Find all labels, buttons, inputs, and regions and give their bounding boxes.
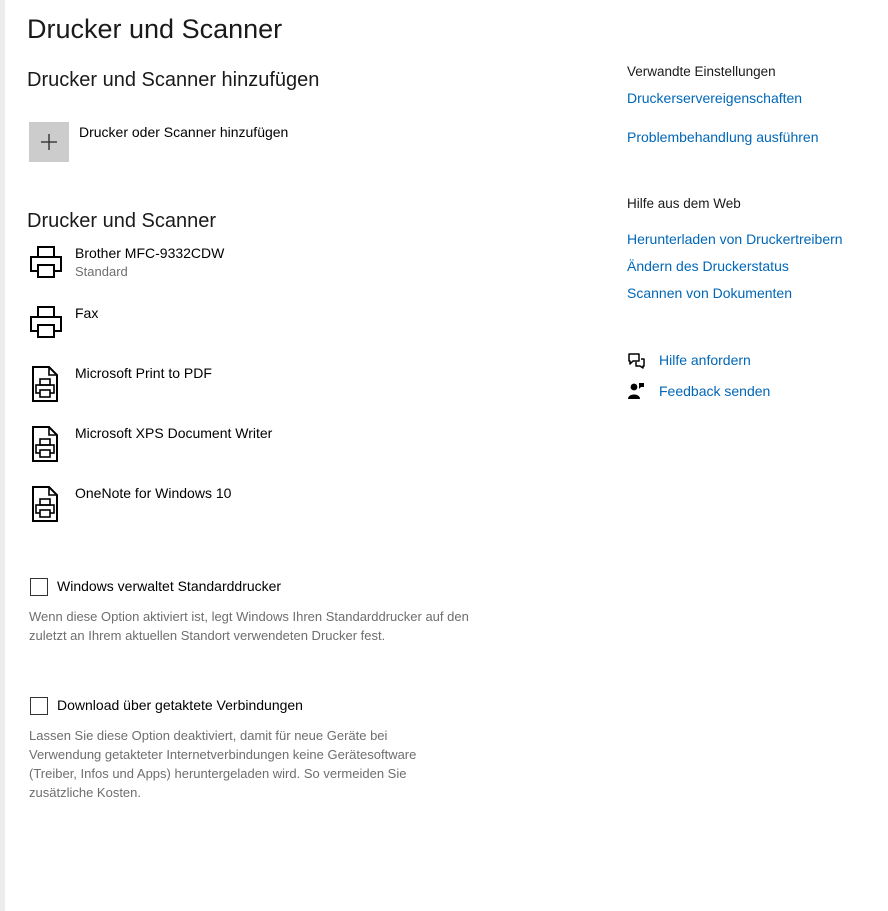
default-printer-description: Wenn diese Option aktiviert ist, legt Windows Ihren Standarddrucker auf den zuletzt an Ihrem aktuellen Standort verwendeten Drucker fest. <box>29 609 469 643</box>
web-help-heading: Hilfe aus dem Web <box>627 196 741 211</box>
left-edge-strip <box>0 0 5 911</box>
add-printer-button[interactable] <box>29 122 69 162</box>
printer-name: Fax <box>75 305 99 321</box>
troubleshoot-link[interactable]: Problembehandlung ausführen <box>627 129 819 145</box>
printer-item-xps-writer[interactable] <box>29 425 509 475</box>
print-server-properties-link[interactable]: Druckerservereigenschaften <box>627 90 803 106</box>
chat-help-icon <box>627 351 645 369</box>
related-settings-heading: Verwandte Einstellungen <box>627 64 776 79</box>
printer-icon <box>29 305 65 345</box>
document-printer-icon <box>29 485 65 525</box>
default-printer-checkbox[interactable] <box>30 578 48 596</box>
printer-item-brother[interactable] <box>29 245 509 295</box>
download-drivers-link[interactable]: Herunterladen von Druckertreibern <box>627 231 843 247</box>
document-printer-icon <box>29 425 65 465</box>
printer-name: OneNote for Windows 10 <box>75 485 232 501</box>
metered-download-checkbox[interactable] <box>30 697 48 715</box>
page-title: Drucker und Scanner <box>27 14 283 44</box>
printer-item-fax[interactable] <box>29 305 509 355</box>
printers-section-heading: Drucker und Scanner <box>27 210 216 232</box>
get-help-link[interactable]: Hilfe anfordern <box>659 352 751 368</box>
add-printer-label[interactable]: Drucker oder Scanner hinzufügen <box>79 124 289 140</box>
printer-item-print-to-pdf[interactable] <box>29 365 509 415</box>
printer-name: Brother MFC-9332CDW <box>75 245 225 261</box>
send-feedback-link[interactable]: Feedback senden <box>659 383 771 399</box>
feedback-person-icon <box>627 382 645 400</box>
plus-icon <box>40 133 58 151</box>
document-printer-icon <box>29 365 65 405</box>
printer-item-onenote[interactable] <box>29 485 509 535</box>
metered-download-label[interactable]: Download über getaktete Verbindungen <box>57 697 303 713</box>
default-printer-label[interactable]: Windows verwaltet Standarddrucker <box>57 578 282 594</box>
metered-download-description: Lassen Sie diese Option deaktiviert, damit für neue Geräte bei Verwendung getakteter Internetverbindungen keine Gerätesoftware (Treiber, Infos und Apps) heruntergeladen wird. So vermeiden Sie zusätzliche Kosten. <box>29 728 417 800</box>
change-printer-status-link[interactable]: Ändern des Druckerstatus <box>627 258 789 274</box>
printer-name: Microsoft Print to PDF <box>75 365 212 381</box>
printer-name: Microsoft XPS Document Writer <box>75 425 273 441</box>
printer-status: Standard <box>75 264 128 279</box>
scan-documents-link[interactable]: Scannen von Dokumenten <box>627 285 792 301</box>
add-section-heading: Drucker und Scanner hinzufügen <box>27 69 320 91</box>
printer-icon <box>29 245 65 285</box>
